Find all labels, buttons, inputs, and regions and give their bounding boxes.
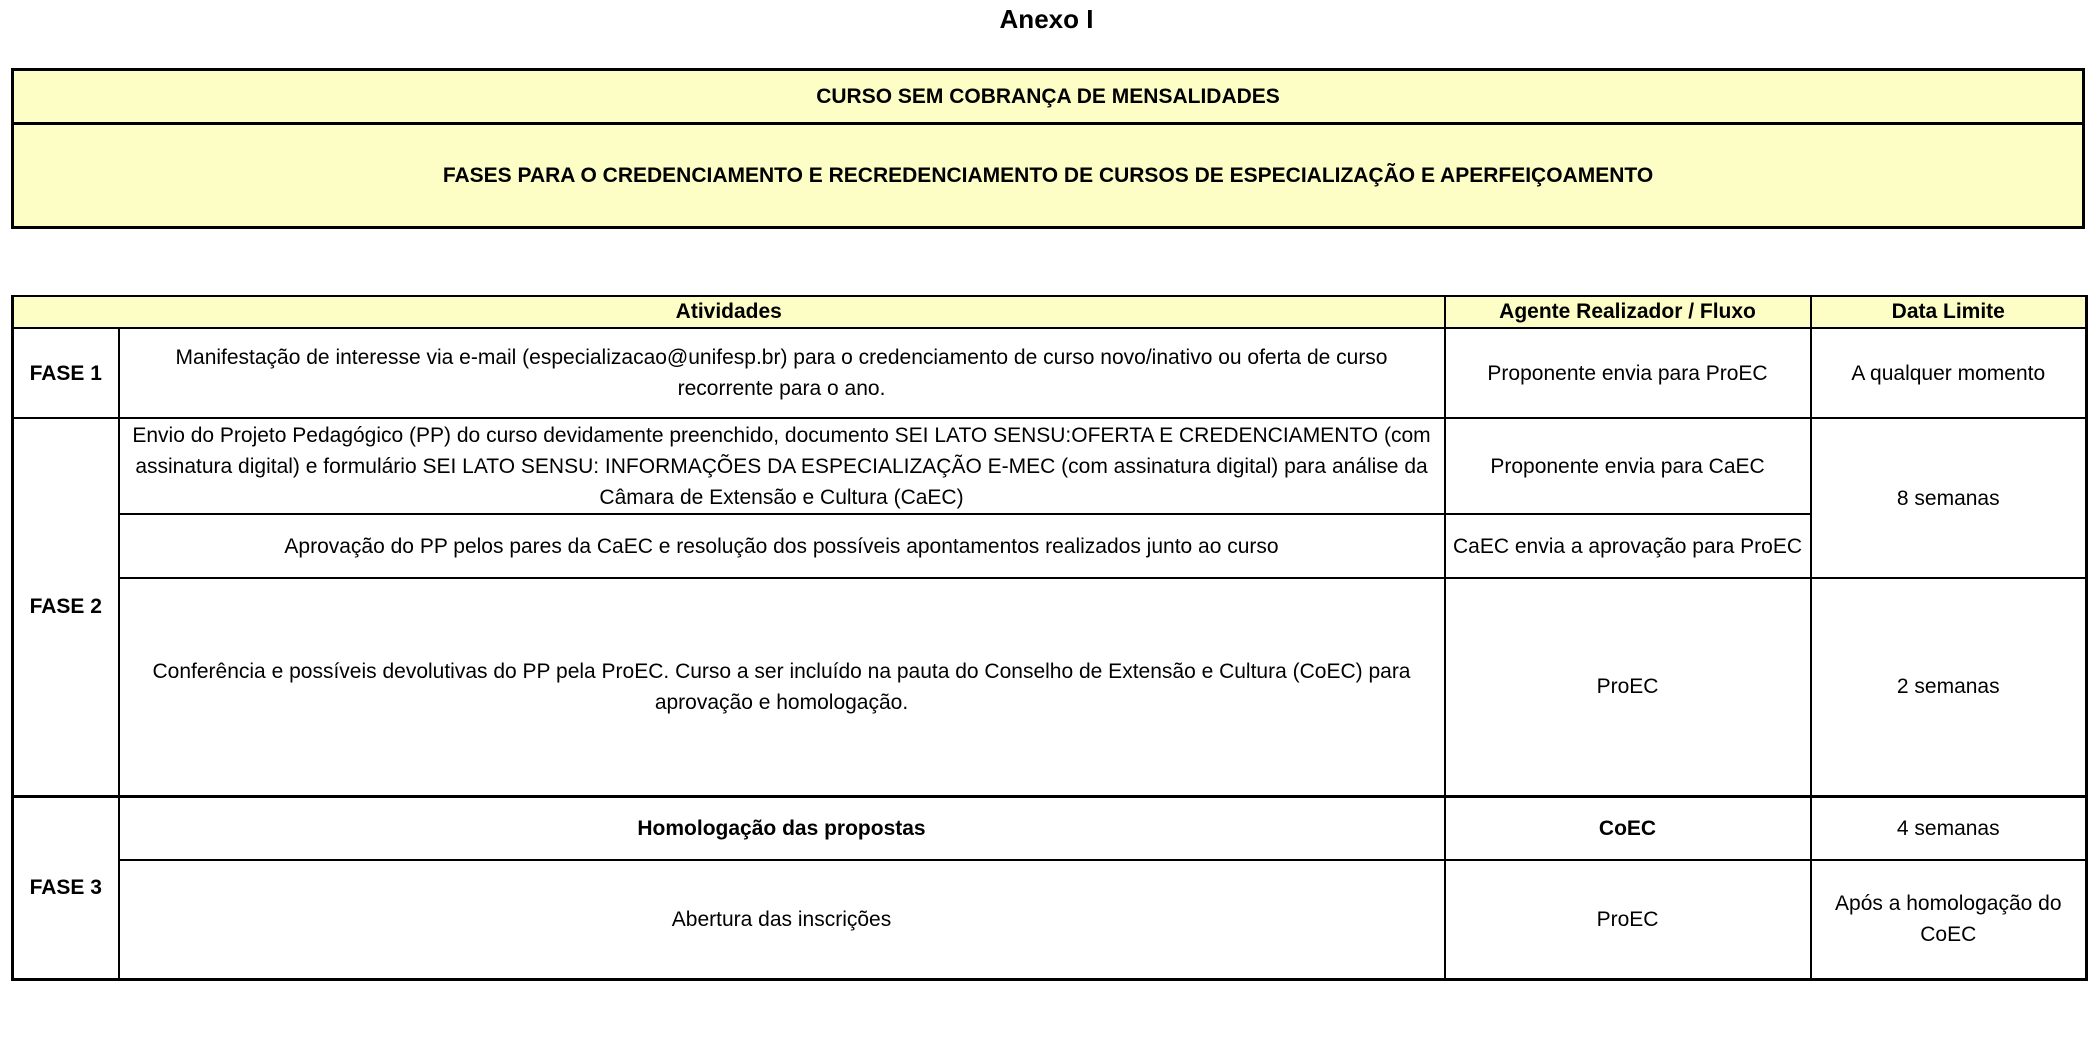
header-course-type: CURSO SEM COBRANÇA DE MENSALIDADES xyxy=(14,71,2082,125)
table-row xyxy=(13,796,2087,860)
fase2-agente-2: CaEC envia a aprovação para ProEC xyxy=(1445,514,1811,578)
table-row xyxy=(13,418,2087,514)
fase3-atividade-2: Abertura das inscrições xyxy=(119,860,1445,979)
fase3-data-1: 4 semanas xyxy=(1811,796,2087,860)
header-phases-title: FASES PARA O CREDENCIAMENTO E RECREDENCIAMENTO DE CURSOS DE ESPECIALIZAÇÃO E APERFEIÇOAMENTO xyxy=(442,163,1654,187)
fase2-atividade-3: Conferência e possíveis devolutivas do PP pela ProEC. Curso a ser incluído na pauta do Conselho de Extensão e Cultura (CoEC) para aprovação e homologação. xyxy=(119,578,1445,796)
fase2-agente-1: Proponente envia para CaEC xyxy=(1445,418,1811,514)
fase2-label: FASE 2 xyxy=(13,418,119,796)
fase1-atividade: Manifestação de interesse via e-mail (especializacao@unifesp.br) para o credenciamento de curso novo/inativo ou oferta de curso recorrente para o ano. xyxy=(119,328,1445,418)
fase3-atividade-1: Homologação das propostas xyxy=(119,796,1445,860)
header-box xyxy=(11,68,2085,229)
fase1-data: A qualquer momento xyxy=(1811,328,2087,418)
fase1-label: FASE 1 xyxy=(13,328,119,418)
fase2-agente-3: ProEC xyxy=(1445,578,1811,796)
table-header-row xyxy=(13,296,2087,328)
table-row xyxy=(13,328,2087,418)
fase2-atividade-2: Aprovação do PP pelos pares da CaEC e resolução dos possíveis apontamentos realizados junto ao curso xyxy=(119,514,1445,578)
fase3-data-2: Após a homologação do CoEC xyxy=(1811,860,2087,979)
fase3-label: FASE 3 xyxy=(13,796,119,979)
table-row xyxy=(13,578,2087,796)
fase2-atividade-1: Envio do Projeto Pedagógico (PP) do curso devidamente preenchido, documento SEI LATO SENSU:OFERTA E CREDENCIAMENTO (com assinatura digital) e formulário SEI LATO SENSU: INFORMAÇÕES DA ESPECIALIZAÇÃO E-MEC (com assinatura digital) para análise da Câmara de Extensão e Cultura (CaEC) xyxy=(119,418,1445,514)
table-row xyxy=(13,860,2087,979)
column-header-data: Data Limite xyxy=(1811,296,2087,328)
fase3-agente-1: CoEC xyxy=(1445,796,1811,860)
column-header-atividades: Atividades xyxy=(13,296,1445,328)
phases-table xyxy=(11,295,2088,981)
table-row xyxy=(13,514,2087,578)
fase2-data-merged: 8 semanas xyxy=(1811,418,2087,578)
column-header-agente: Agente Realizador / Fluxo xyxy=(1445,296,1811,328)
fase3-agente-2: ProEC xyxy=(1445,860,1811,979)
page-title: Anexo I xyxy=(999,4,1094,34)
fase1-agente: Proponente envia para ProEC xyxy=(1445,328,1811,418)
fase2-data-3: 2 semanas xyxy=(1811,578,2087,796)
